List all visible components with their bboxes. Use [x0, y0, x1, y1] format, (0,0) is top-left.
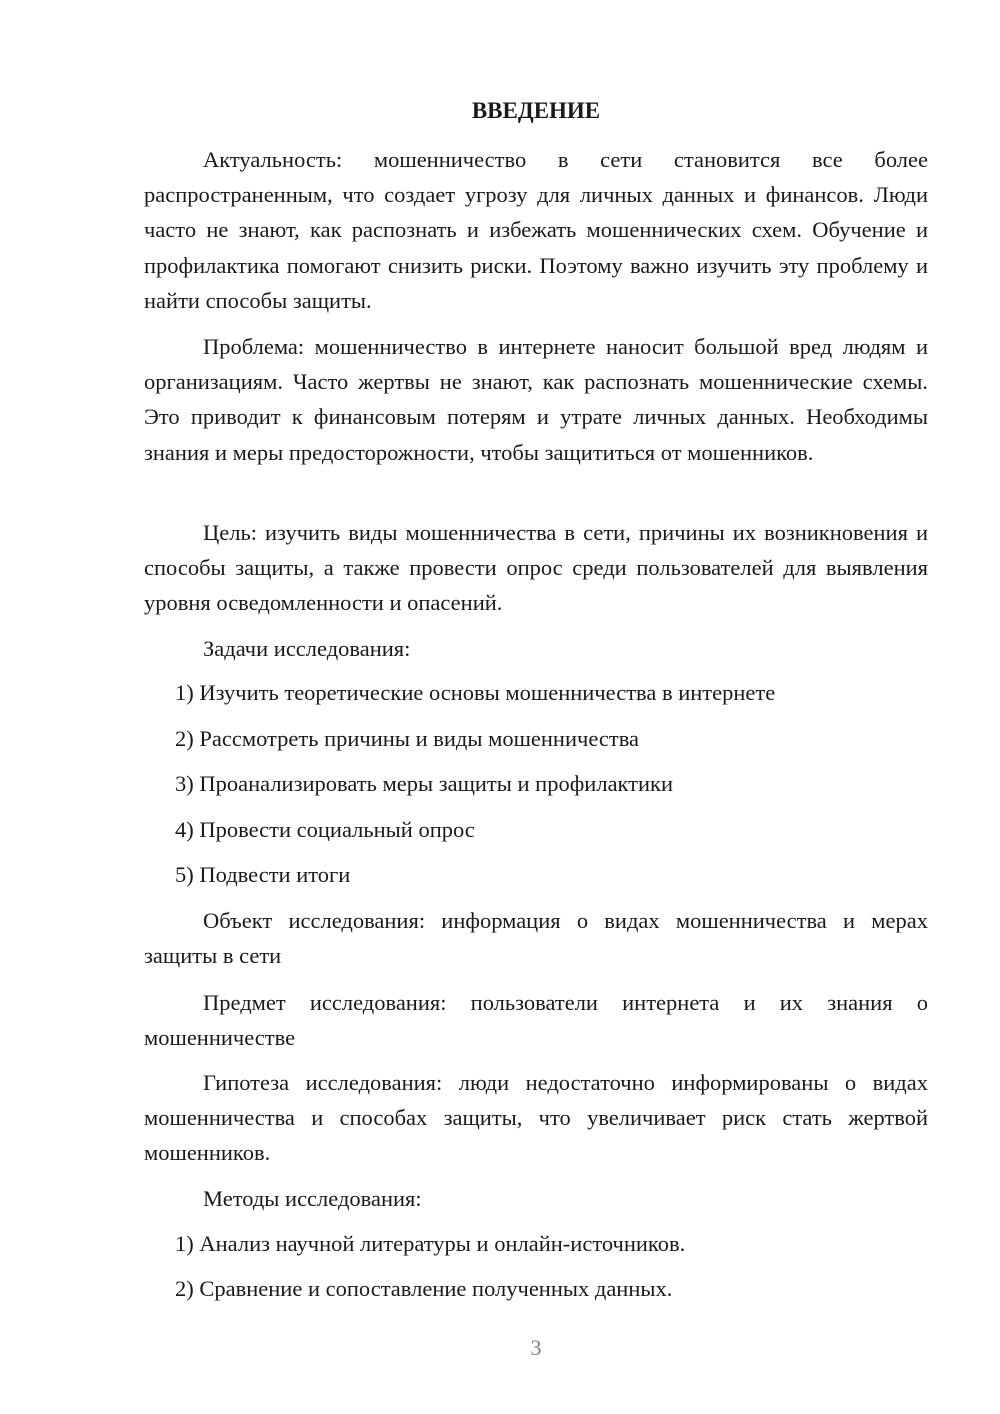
method-item-1: 1) Анализ научной литературы и онлайн-источников.: [175, 1231, 686, 1256]
goal-paragraph: Цель: изучить виды мошенничества в сети, причины их возникновения и способы защиты, а также провести опрос среди пользователей для выявления уровня осведомленности и опасений.: [144, 520, 928, 616]
task-item-1: 1) Изучить теоретические основы мошенничества в интернете: [175, 680, 776, 705]
methods-heading: Методы исследования:: [203, 1186, 422, 1211]
problem-paragraph: Проблема: мошенничество в интернете наносит большой вред людям и организациям. Часто жертвы не знают, как распознать мошеннические схемы. Это приводит к финансовым потерям и утрате личных данных. Необходимы знания и меры предосторожности, чтобы защититься от мошенников.: [144, 334, 928, 465]
subject-paragraph: Предмет исследования: пользователи интернета и их знания о мошенничестве: [144, 990, 928, 1051]
task-item-5: 5) Подвести итоги: [175, 862, 351, 887]
page-number: 3: [530, 1335, 542, 1360]
tasks-heading: Задачи исследования:: [203, 636, 411, 661]
relevance-paragraph: Актуальность: мошенничество в сети становится все более распространенным, что создает угрозу для личных данных и финансов. Люди часто не знают, как распознать и избежать мошеннических схем. Обучение и профилактика помогают снизить риски. Поэтому важно изучить эту проблему и найти способы защиты.: [144, 147, 928, 313]
page-title: ВВЕДЕНИЕ: [471, 98, 601, 123]
task-item-2: 2) Рассмотреть причины и виды мошенничества: [175, 726, 640, 751]
object-paragraph: Объект исследования: информация о видах мошенничества и мерах защиты в сети: [144, 908, 928, 969]
task-item-4: 4) Провести социальный опрос: [175, 817, 475, 842]
hypothesis-paragraph: Гипотеза исследования: люди недостаточно информированы о видах мошенничества и способах защиты, что увеличивает риск стать жертвой мошенников.: [144, 1070, 928, 1166]
task-item-3: 3) Проанализировать меры защиты и профилактики: [175, 771, 674, 796]
method-item-2: 2) Сравнение и сопоставление полученных данных.: [175, 1276, 673, 1301]
